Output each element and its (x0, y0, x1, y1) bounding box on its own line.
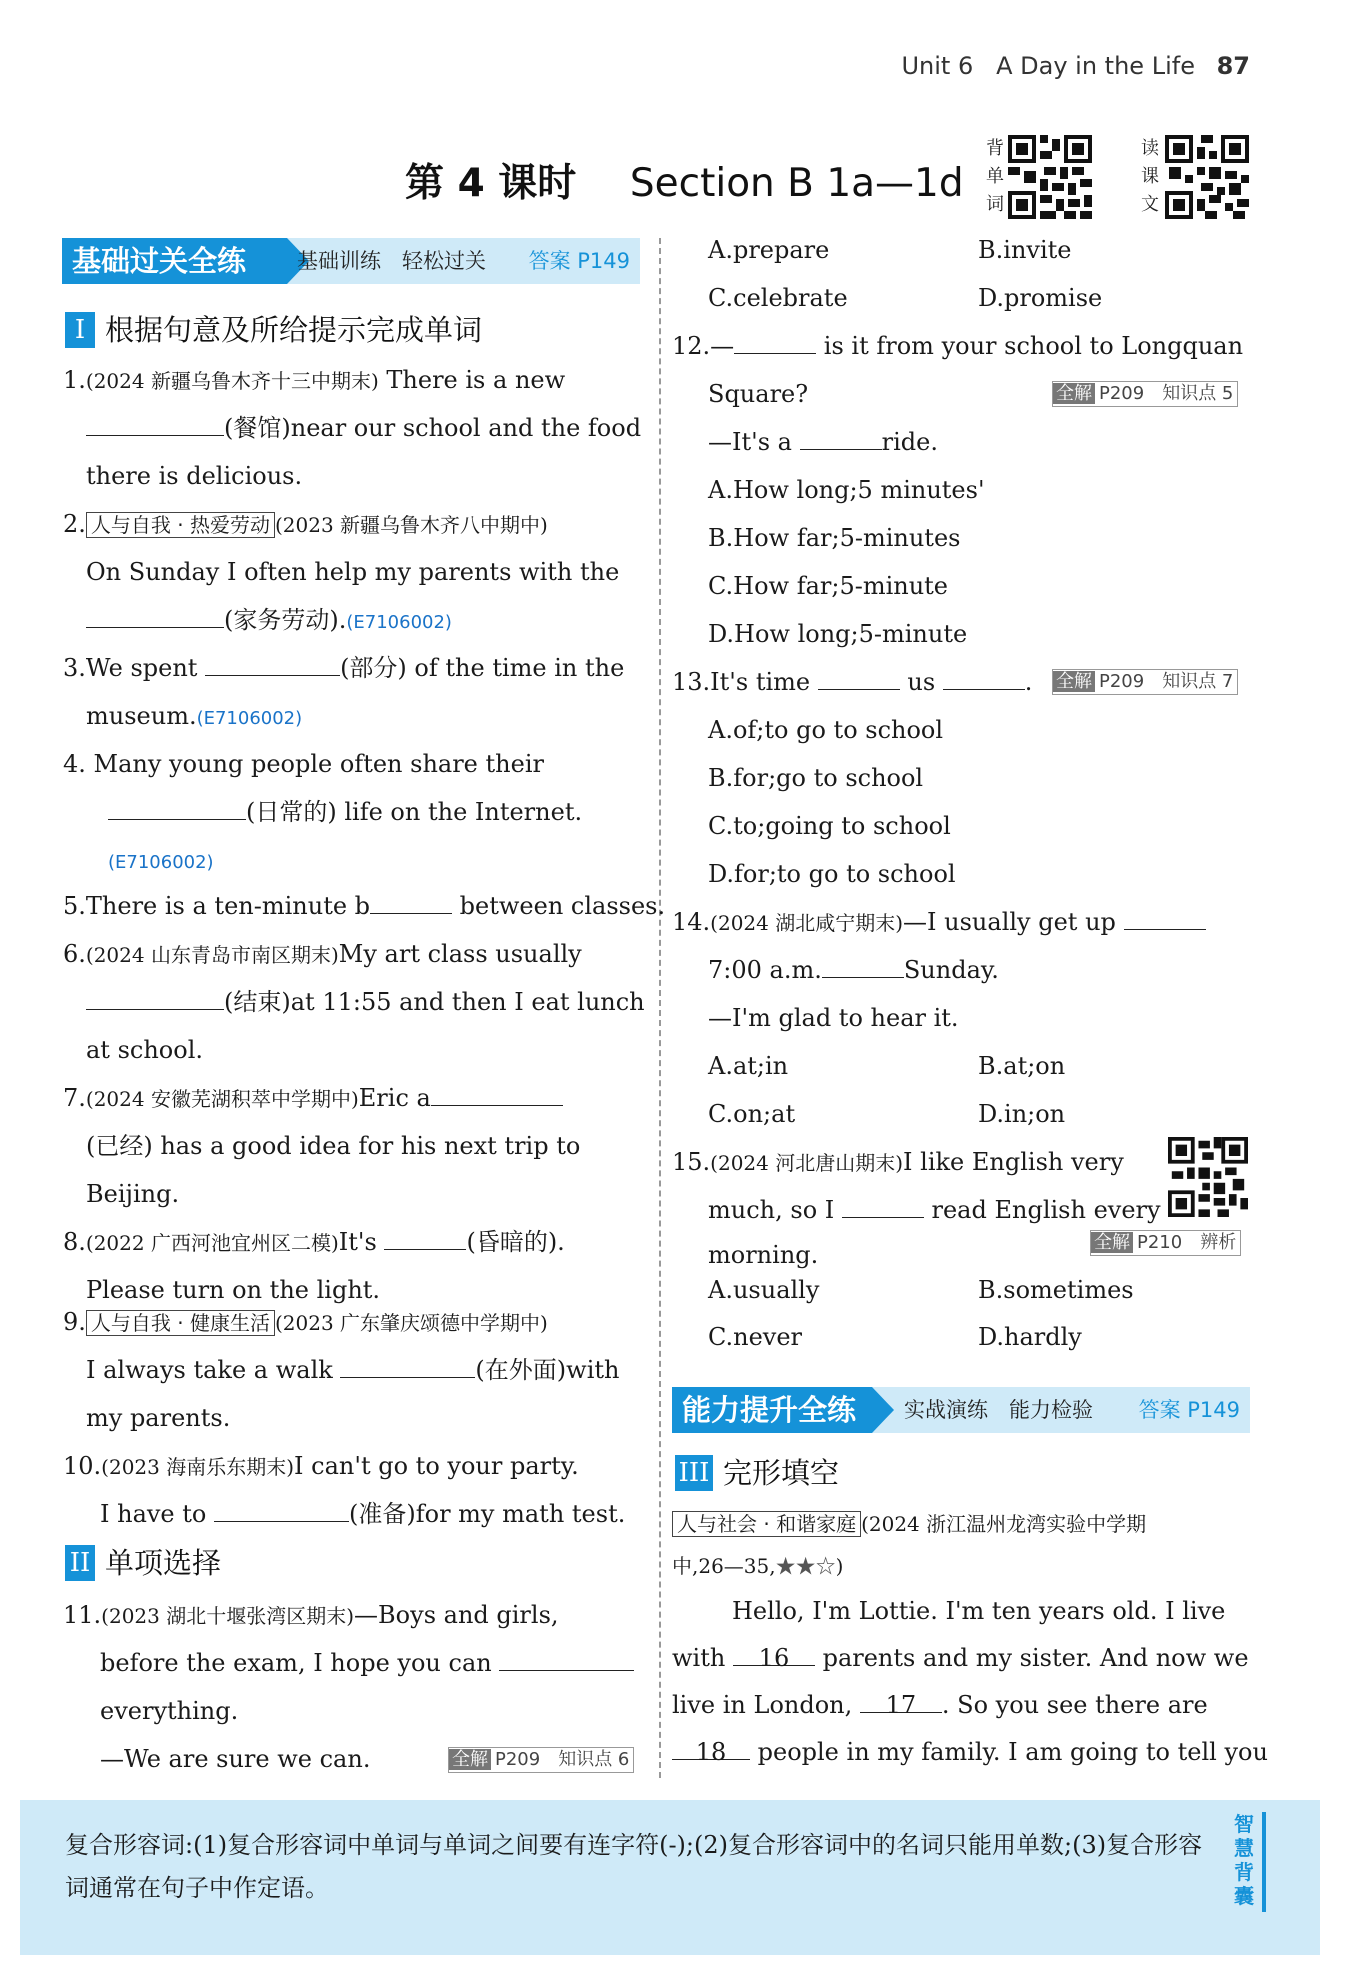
lesson-number: 第 4 课时 (405, 161, 577, 206)
q6-line-1: 6.(2024 山东青岛市南区期末)My art class usually (63, 940, 582, 968)
q15-option-c[interactable]: C.never (708, 1323, 803, 1351)
q1-line-3: there is delicious. (86, 462, 303, 490)
unit-title: A Day in the Life (996, 52, 1195, 80)
answer-blank[interactable] (340, 1355, 475, 1378)
q12-line-3: —It's a ride. (708, 428, 938, 456)
answer-blank[interactable] (370, 891, 452, 914)
section-heading-3: III 完形填空 (675, 1455, 839, 1491)
answer-ref[interactable]: 答案 P149 (528, 249, 630, 273)
q6-line-3: at school. (86, 1036, 203, 1064)
qr-code-vocab-icon[interactable] (1008, 135, 1092, 219)
q7-line-3: Beijing. (86, 1180, 180, 1208)
q4-line-1: 4. Many young people often share their (63, 750, 544, 778)
answer-blank[interactable] (86, 413, 224, 436)
banner-tag: 能力提升全练 (672, 1387, 872, 1433)
running-head (901, 52, 1250, 80)
q14-line-3: —I'm glad to hear it. (708, 1004, 959, 1032)
knowledge-ref-q13[interactable]: 全解 P209 知识点 7 (1052, 669, 1238, 695)
lesson-title (405, 152, 964, 208)
q2-line-1: 2. 人与自我 · 热爱劳动 (2023 新疆乌鲁木齐八中期中) (63, 510, 548, 538)
q3-line-2: museum.(E7106002) (86, 702, 303, 730)
q15-option-a[interactable]: A.usually (708, 1276, 820, 1304)
answer-blank[interactable] (431, 1083, 563, 1106)
q7-line-2: (已经) has a good idea for his next trip to (86, 1132, 581, 1160)
answer-blank[interactable] (214, 1499, 349, 1522)
qr-code-q15-icon[interactable] (1168, 1137, 1248, 1217)
answer-blank[interactable] (384, 1227, 466, 1250)
q11-option-d[interactable]: D.promise (978, 284, 1103, 312)
cloze-blank-17[interactable]: 17 (860, 1690, 942, 1713)
q11-line-4: —We are sure we can. (100, 1745, 371, 1773)
q12-option-c[interactable]: C.How far;5-minute (708, 572, 949, 600)
q14-line-2: 7:00 a.m. Sunday. (708, 956, 999, 984)
passage-line-4: 18 people in my family. I am going to tell you (672, 1737, 1268, 1767)
section-heading-2: II 单项选择 (65, 1545, 221, 1581)
q12-option-b[interactable]: B.How far;5-minutes (708, 524, 961, 552)
q8-line-1: 8.(2022 广西河池宜州区二模)It's (昏暗的). (63, 1228, 565, 1256)
answer-blank[interactable] (800, 427, 882, 450)
q9-line-2: I always take a walk (在外面)with (86, 1356, 620, 1384)
answer-blank[interactable] (499, 1648, 634, 1671)
q4-line-3: (E7106002) (108, 852, 214, 873)
answer-blank[interactable] (86, 987, 224, 1010)
qr-label-vocab: 背 单 词 (986, 138, 1004, 215)
answer-blank[interactable] (818, 667, 900, 690)
tip-box (20, 1800, 1320, 1955)
q8-line-2: Please turn on the light. (86, 1276, 381, 1304)
q4-line-2: (日常的) life on the Internet. (108, 797, 582, 827)
s3-line-1: 人与社会 · 和谐家庭 (2024 浙江温州龙湾实验中学期 (672, 1508, 1146, 1539)
column-divider (659, 238, 661, 1778)
q2-line-2: On Sunday I often help my parents with the (86, 558, 620, 586)
q1-line-2: (餐馆)near our school and the food (86, 413, 641, 443)
answer-blank[interactable] (108, 797, 246, 820)
q11-option-c[interactable]: C.celebrate (708, 284, 848, 312)
q10-line-1: 10.(2023 海南乐东期末)I can't go to your party. (63, 1452, 579, 1480)
q14-option-b[interactable]: B.at;on (978, 1052, 1066, 1080)
answer-ref[interactable]: 答案 P149 (1138, 1398, 1240, 1422)
passage-line-3: live in London, 17 . So you see there are (672, 1691, 1208, 1719)
q15-line-1: 15.(2024 河北唐山期末)I like English very (672, 1148, 1124, 1176)
cloze-blank-16[interactable]: 16 (733, 1643, 815, 1666)
q12-option-d[interactable]: D.How long;5-minute (708, 620, 968, 648)
q13-option-b[interactable]: B.for;go to school (708, 764, 924, 792)
qr-code-text-icon[interactable] (1165, 135, 1249, 219)
answer-blank[interactable] (822, 955, 904, 978)
q9-line-1: 9. 人与自我 · 健康生活 (2023 广东肇庆颂德中学期中) (63, 1308, 548, 1336)
q10-line-2: I have to (准备)for my math test. (100, 1500, 626, 1528)
q3-line-1: 3.We spent (部分) of the time in the (63, 654, 625, 682)
answer-blank[interactable] (842, 1195, 924, 1218)
q14-option-a[interactable]: A.at;in (708, 1052, 789, 1080)
section-heading-1: I 根据句意及所给提示完成单词 (65, 312, 482, 348)
q13-option-a[interactable]: A.of;to go to school (708, 716, 944, 744)
answer-blank[interactable] (943, 667, 1025, 690)
q11-line-2: before the exam, I hope you can (100, 1648, 634, 1678)
answer-blank[interactable] (205, 653, 340, 676)
q7-line-1: 7.(2024 安徽芜湖积萃中学期中)Eric a (63, 1083, 563, 1114)
q15-line-3: morning. (708, 1241, 819, 1269)
banner-subtitle: 实战演练 能力检验 (904, 1398, 1093, 1422)
q11-line-3: everything. (100, 1697, 239, 1725)
q15-line-2: much, so I read English every (708, 1196, 1161, 1224)
q6-line-2: (结束)at 11:55 and then I eat lunch (86, 987, 645, 1017)
q12-line-1: 12.— is it from your school to Longquan (672, 332, 1244, 360)
q13-option-d[interactable]: D.for;to go to school (708, 860, 956, 888)
passage-line-2: with 16 parents and my sister. And now we (672, 1644, 1249, 1672)
qr-label-text: 读 课 文 (1141, 138, 1159, 215)
tip-accent-bar (1262, 1812, 1266, 1912)
q14-option-d[interactable]: D.in;on (978, 1100, 1066, 1128)
s3-line-2: 中,26—35,★★☆) (672, 1554, 844, 1578)
banner-subtitle: 基础训练 轻松过关 (297, 249, 486, 273)
tip-side-label: 智 慧 背 囊 (1234, 1812, 1254, 1908)
tip-text: 复合形容词:(1)复合形容词中单词与单词之间要有连字符(-);(2)复合形容词中的名词只能用单数;(3)复合形容词通常在句子中作定语。 (65, 1831, 1203, 1902)
q1-line-1: 1.(2024 新疆乌鲁木齐十三中期末) There is a new (63, 366, 566, 394)
q11-option-a[interactable]: A.prepare (708, 236, 830, 264)
knowledge-ref-q11[interactable]: 全解 P209 知识点 6 (448, 1747, 634, 1773)
q12-option-a[interactable]: A.How long;5 minutes' (708, 476, 985, 504)
section-title: Section B 1a—1d (629, 161, 964, 206)
q15-option-b[interactable]: B.sometimes (978, 1276, 1134, 1304)
difficulty-stars-icon: ★★☆ (775, 1554, 836, 1578)
knowledge-ref-q15[interactable]: 全解 P210 辨析 (1090, 1230, 1241, 1256)
q14-line-1: 14.(2024 湖北咸宁期末)—I usually get up (672, 907, 1206, 938)
cloze-blank-18[interactable]: 18 (672, 1737, 750, 1760)
knowledge-ref-q12[interactable]: 全解 P209 知识点 5 (1052, 381, 1238, 407)
banner-basic-practice (62, 238, 640, 284)
page-number: 87 (1216, 52, 1250, 80)
passage-line-1: Hello, I'm Lottie. I'm ten years old. I live (732, 1597, 1226, 1625)
answer-blank[interactable] (86, 605, 224, 628)
q13-line-1: 13.It's time us . (672, 668, 1033, 696)
banner-advanced-practice (672, 1387, 1250, 1433)
answer-blank[interactable] (1124, 907, 1206, 930)
q14-option-c[interactable]: C.on;at (708, 1100, 796, 1128)
unit-label: Unit 6 (901, 52, 974, 80)
answer-blank[interactable] (734, 331, 816, 354)
q12-line-2: Square? (708, 380, 809, 408)
q11-option-b[interactable]: B.invite (978, 236, 1072, 264)
q13-option-c[interactable]: C.to;going to school (708, 812, 951, 840)
q2-line-3: (家务劳动).(E7106002) (86, 605, 452, 638)
q9-line-3: my parents. (86, 1404, 231, 1432)
q15-option-d[interactable]: D.hardly (978, 1323, 1082, 1351)
q11-line-1: 11.(2023 湖北十堰张湾区期末)—Boys and girls, (63, 1601, 559, 1629)
banner-tag: 基础过关全练 (62, 238, 287, 284)
q5-line: 5.There is a ten-minute b between classes. (63, 892, 666, 920)
